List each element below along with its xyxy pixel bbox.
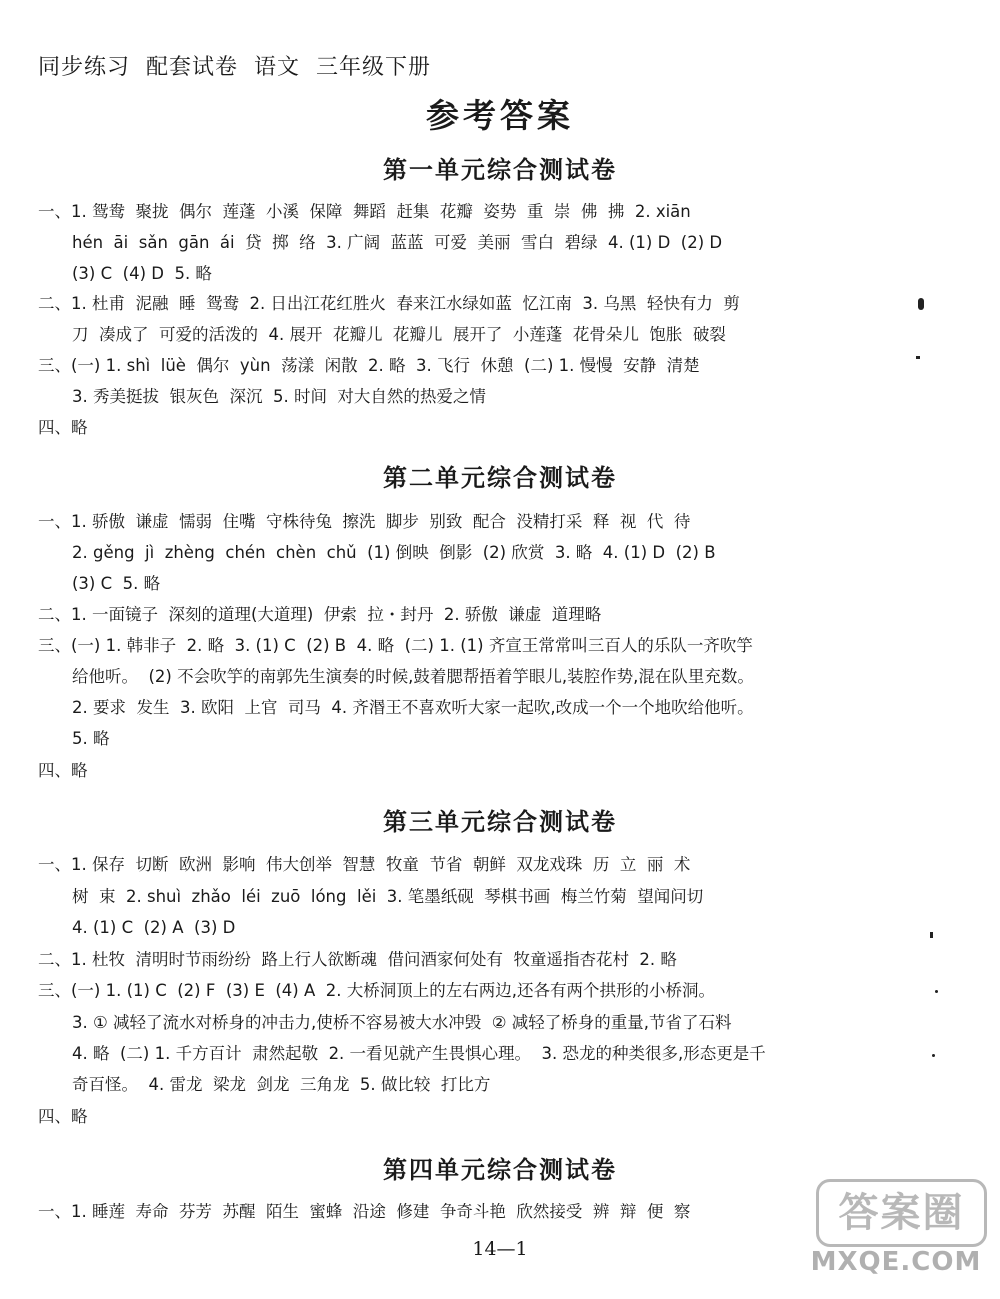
answer-line: 2. gěng jì zhèng chén chèn chǔ (1) 倒映 倒影 (2) 欣赏 3. 略 4. (1) D (2) B bbox=[72, 543, 716, 562]
answer-line: 二、1. 杜甫 泥融 睡 鸳鸯 2. 日出江花红胜火 春来江水绿如蓝 忆江南 3. 乌黑 轻快有力 剪 bbox=[38, 294, 740, 313]
scan-speck bbox=[930, 932, 933, 938]
answer-line: 4. 略 (二) 1. 千方百计 肃然起敬 2. 一看见就产生畏惧心理。 3. 恐龙的种类很多,形态更是千 bbox=[72, 1044, 766, 1063]
answer-line: 一、1. 鸳鸯 聚拢 偶尔 莲蓬 小溪 保障 舞蹈 赶集 花瓣 姿势 重 崇 佛 拂 2. xiān bbox=[38, 202, 691, 221]
scan-speck bbox=[932, 1054, 935, 1057]
answer-line: 三、(一) 1. (1) C (2) F (3) E (4) A 2. 大桥洞顶上的左右两边,还各有两个拱形的小桥洞。 bbox=[38, 981, 715, 1000]
answer-line: 给他听。 (2) 不会吹竽的南郭先生演奏的时候,鼓着腮帮捂着竽眼儿,装腔作势,混在队里充数。 bbox=[72, 667, 754, 686]
scan-speck bbox=[918, 298, 924, 310]
page-number: 14—1 bbox=[472, 1238, 528, 1260]
section-title: 第四单元综合测试卷 bbox=[383, 1155, 617, 1184]
answer-line: 二、1. 杜牧 清明时节雨纷纷 路上行人欲断魂 借问酒家何处有 牧童遥指杏花村 2. 略 bbox=[38, 950, 677, 969]
answer-line: (3) C 5. 略 bbox=[72, 574, 161, 593]
answer-line: 四、略 bbox=[38, 761, 88, 780]
answer-line: 树 束 2. shuì zhǎo léi zuō lóng lěi 3. 笔墨纸砚 琴棋书画 梅兰竹菊 望闻问切 bbox=[72, 887, 704, 906]
answer-line: 奇百怪。 4. 雷龙 梁龙 剑龙 三角龙 5. 做比较 打比方 bbox=[72, 1075, 491, 1094]
answer-line: 3. 秀美挺拔 银灰色 深沉 5. 时间 对大自然的热爱之情 bbox=[72, 387, 486, 406]
answer-line: 3. ① 减轻了流水对桥身的冲击力,使桥不容易被大水冲毁 ② 减轻了桥身的重量,节省了石料 bbox=[72, 1013, 732, 1032]
answer-line: 四、略 bbox=[38, 418, 88, 437]
answer-line: 四、略 bbox=[38, 1107, 88, 1126]
answer-line: 2. 要求 发生 3. 欧阳 上官 司马 4. 齐湣王不喜欢听大家一起吹,改成一个一个地吹给他听。 bbox=[72, 698, 754, 717]
section-title: 第一单元综合测试卷 bbox=[383, 155, 617, 184]
watermark-site: MXQE.COM bbox=[810, 1247, 982, 1277]
page-title: 参考答案 bbox=[426, 96, 574, 135]
scan-speck bbox=[916, 356, 920, 359]
watermark-badge: 答案圈 bbox=[816, 1179, 987, 1247]
answer-line: 三、(一) 1. shì lüè 偶尔 yùn 荡漾 闲散 2. 略 3. 飞行 休憩 (二) 1. 慢慢 安静 清楚 bbox=[38, 356, 700, 375]
answer-line: 5. 略 bbox=[72, 729, 110, 748]
section-title: 第三单元综合测试卷 bbox=[383, 807, 617, 836]
answer-line: 一、1. 保存 切断 欧洲 影响 伟大创举 智慧 牧童 节省 朝鲜 双龙戏珠 历 立 丽 术 bbox=[38, 855, 691, 874]
answer-line: 一、1. 骄傲 谦虚 懦弱 住嘴 守株待兔 擦洗 脚步 别致 配合 没精打采 释 视 代 待 bbox=[38, 512, 691, 531]
answer-line: 三、(一) 1. 韩非子 2. 略 3. (1) C (2) B 4. 略 (二) 1. (1) 齐宣王常常叫三百人的乐队一齐吹竽 bbox=[38, 636, 753, 655]
answer-line: hén āi sǎn gān ái 贷 掷 络 3. 广阔 蓝蓝 可爱 美丽 雪白 碧绿 4. (1) D (2) D bbox=[72, 233, 723, 252]
answer-line: 刀 凑成了 可爱的活泼的 4. 展开 花瓣儿 花瓣儿 展开了 小莲蓬 花骨朵儿 饱胀 破裂 bbox=[72, 325, 726, 344]
section-title: 第二单元综合测试卷 bbox=[383, 463, 617, 492]
watermark-logo bbox=[806, 1179, 986, 1289]
answer-line: 一、1. 睡莲 寿命 芬芳 苏醒 陌生 蜜蜂 沿途 修建 争奇斗艳 欣然接受 辨 辩 便 察 bbox=[38, 1202, 691, 1221]
scan-speck bbox=[935, 990, 938, 993]
answer-line: 4. (1) C (2) A (3) D bbox=[72, 918, 236, 937]
answer-line: (3) C (4) D 5. 略 bbox=[72, 264, 212, 283]
answer-line: 二、1. 一面镜子 深刻的道理(大道理) 伊索 拉・封丹 2. 骄傲 谦虚 道理略 bbox=[38, 605, 602, 624]
page-header: 同步练习 配套试卷 语文 三年级下册 bbox=[38, 55, 431, 80]
